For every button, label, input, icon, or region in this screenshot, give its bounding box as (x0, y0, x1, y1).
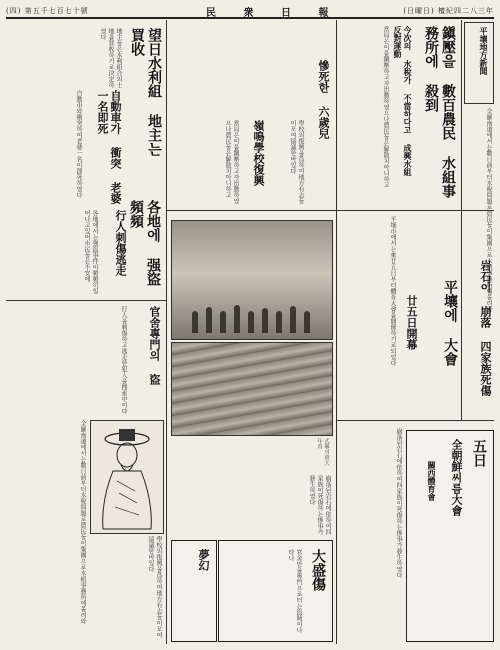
photo-youth-ceremony (171, 220, 333, 340)
article-body: 學校의復興을爲하여地方有志들이모여協議한바있다 (147, 536, 162, 638)
advertisement-side (171, 540, 217, 642)
notice-organizer: 關西體育會 (427, 461, 437, 501)
article-body: 全羅南道에서는數日前부터水稅問題로農民들이集團으로水組事務所에몰려와 (79, 420, 86, 624)
photo-crowd (171, 342, 333, 436)
headline-water-association: 望日水利組 地主는 買收 (129, 28, 162, 156)
headline-child-death: 慘死한 六歲兒 (317, 60, 330, 139)
article-body: 地主들은水利組合의土地를買收하기로決定하였다 (99, 28, 122, 88)
headline-official-house-thief: 官舍專門의 盜 (148, 306, 161, 385)
article-body: 各地에서는强盜事件이頻頻히일어나고있어市民들은不安에 (83, 210, 98, 294)
photo-caption: 式擧의會大年靑 (316, 438, 329, 466)
headline-school-revival: 嶺鳴學校復興 (252, 120, 265, 186)
headline-farmers-protest: 鎭壓을 數百農民 水組事務所에 殺到 (423, 26, 456, 198)
article-body: 當局은이를鎭壓하고자出動하였으나農民들은解散치아니하고 (382, 26, 389, 188)
masthead-date: (日曜日) 檀紀四二八三年 (403, 7, 494, 15)
column-rule (166, 20, 167, 644)
regional-news-box (464, 22, 494, 104)
row-rule (336, 420, 494, 421)
scholar-sketch (91, 421, 163, 533)
article-body: 學校의復興을爲하여地方有志들이모여協議한바있다 (289, 120, 304, 204)
subheadline-opening: 廿五日開幕 (405, 295, 418, 350)
article-body: 平壤市에서는來廿五日부터體育大會를開催하기로되었다 (389, 216, 396, 366)
headline-pyongyang-meeting: 平壤에 大會 (442, 280, 458, 366)
ad-title: 大盛傷 (310, 549, 326, 591)
article-body: 自動車와衝突하여老婆一名이卽死하였다 (75, 90, 82, 198)
illustration-scholar (90, 420, 164, 534)
advertisement-main (218, 540, 333, 642)
subheadline-water-tax: 今次의 水稅가 不當하다고 成興水組反對運動 (393, 26, 413, 176)
ad-side-title: 夢幻 (197, 549, 210, 571)
headline-rock-collapse: 岩石이 崩落 四家族死傷 (479, 260, 492, 396)
page-frame (6, 20, 494, 644)
column-rule (336, 20, 337, 644)
column-rule (461, 20, 462, 420)
masthead (6, 4, 494, 19)
article-body: 行人을刺傷하고逃走한犯人을搜索中이다 (120, 306, 127, 414)
ad-text: 官舍만을專門으로터는盜賊이나타나 (287, 549, 302, 633)
headline-car-crash: 自動車가 衝突 老婆一名即死 (96, 90, 122, 204)
row-rule (6, 300, 166, 301)
regional-news-title: 平壤地方新聞 (479, 27, 489, 75)
headline-robberies: 各地에 强盜頻頻 (128, 200, 161, 286)
article-body: 崩落된岩石에依하여四家族이死傷하는慘事가發生하였다 (308, 475, 331, 535)
notice-date: 五日 (471, 439, 487, 467)
tournament-notice (406, 430, 494, 642)
article-body: 崩落된岩石에依하여四家族이死傷하는慘事가發生하였다 (395, 428, 402, 578)
article-body: 當局은이를鎭壓하고자出動하였으나農民들은解散치아니하고 (224, 120, 239, 204)
row-rule (166, 210, 494, 211)
notice-title: 全朝鮮씨름大會 (450, 439, 463, 516)
article-body: 全羅南道에서는數日前부터水稅問題로農民들이集團으로水組事務所에몰려와 (485, 108, 492, 312)
headline-stabbing: 行人刺傷逃走 (114, 210, 127, 276)
masthead-title: 民 衆 日 報 (206, 8, 341, 19)
masthead-issue: (四) 第五千七百七十號 (6, 7, 89, 15)
